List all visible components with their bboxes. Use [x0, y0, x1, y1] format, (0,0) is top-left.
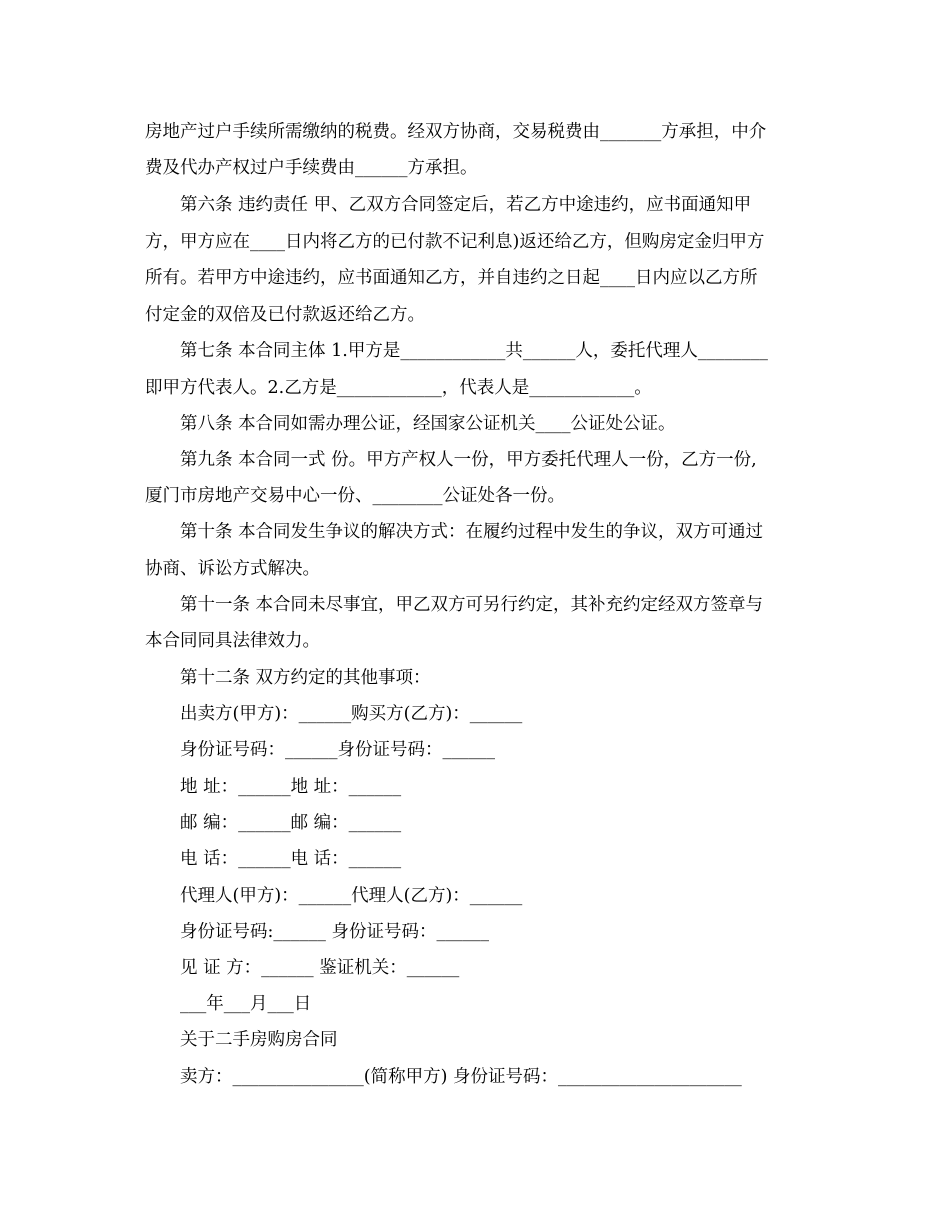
paragraph-line: 本合同同具法律效力。: [145, 631, 320, 651]
signature-field-address: 地 址：______地 址：______: [180, 777, 402, 797]
signature-field-witness: 见 证 方：______ 鉴证机关：______: [180, 958, 460, 978]
article-7-heading-line: 第七条 本合同主体 1.甲方是____________共______人，委托代理人________: [180, 341, 768, 361]
paragraph-line: 厦门市房地产交易中心一份、________公证处各一份。: [145, 486, 565, 506]
paragraph-line: 费及代办产权过户手续费由______方承担。: [145, 158, 478, 178]
section-title: 关于二手房购房合同: [180, 1030, 338, 1050]
signature-field-date: ___年___月___日: [180, 994, 312, 1014]
article-12-line: 第十二条 双方约定的其他事项：: [180, 668, 431, 688]
paragraph-line: 所有。若甲方中途违约，应书面通知乙方，并自违约之日起____日内应以乙方所: [145, 268, 758, 288]
paragraph-line: 方，甲方应在____日内将乙方的已付款不记利息)返还给乙方，但购房定金归甲方: [145, 232, 765, 252]
article-6-heading-line: 第六条 违约责任 甲、乙双方合同签定后，若乙方中途违约，应书面通知甲: [180, 195, 752, 215]
seller-field-line: 卖方：_______________(简称甲方) 身份证号码：_____________________: [180, 1067, 742, 1087]
paragraph-line: 房地产过户手续所需缴纳的税费。经双方协商，交易税费由_______方承担，中介: [145, 122, 767, 142]
signature-field-id-number: 身份证号码：______身份证号码：______: [180, 740, 495, 760]
signature-field-postcode: 邮 编：______邮 编：______: [180, 813, 402, 833]
signature-field-seller-buyer: 出卖方(甲方)：______购买方(乙方)：______: [180, 704, 523, 724]
article-8-line: 第八条 本合同如需办理公证，经国家公证机关____公证处公证。: [180, 414, 676, 434]
signature-field-agent-id: 身份证号码:______ 身份证号码：______: [180, 922, 489, 942]
signature-field-phone: 电 话：______电 话：______: [180, 849, 402, 869]
article-10-heading-line: 第十条 本合同发生争议的解决方式：在履约过程中发生的争议，双方可通过: [180, 522, 764, 542]
paragraph-line: 协商、诉讼方式解决。: [145, 559, 320, 579]
signature-field-agent: 代理人(甲方)：______代理人(乙方)：______: [180, 886, 523, 906]
article-11-heading-line: 第十一条 本合同未尽事宜，甲乙双方可另行约定，其补充约定经双方签章与: [180, 595, 764, 615]
paragraph-line: 即甲方代表人。2.乙方是____________，代表人是____________。: [145, 378, 652, 398]
article-9-heading-line: 第九条 本合同一式 份。甲方产权人一份，甲方委托代理人一份，乙方一份,: [180, 450, 757, 470]
paragraph-line: 付定金的双倍及已付款返还给乙方。: [145, 305, 425, 325]
